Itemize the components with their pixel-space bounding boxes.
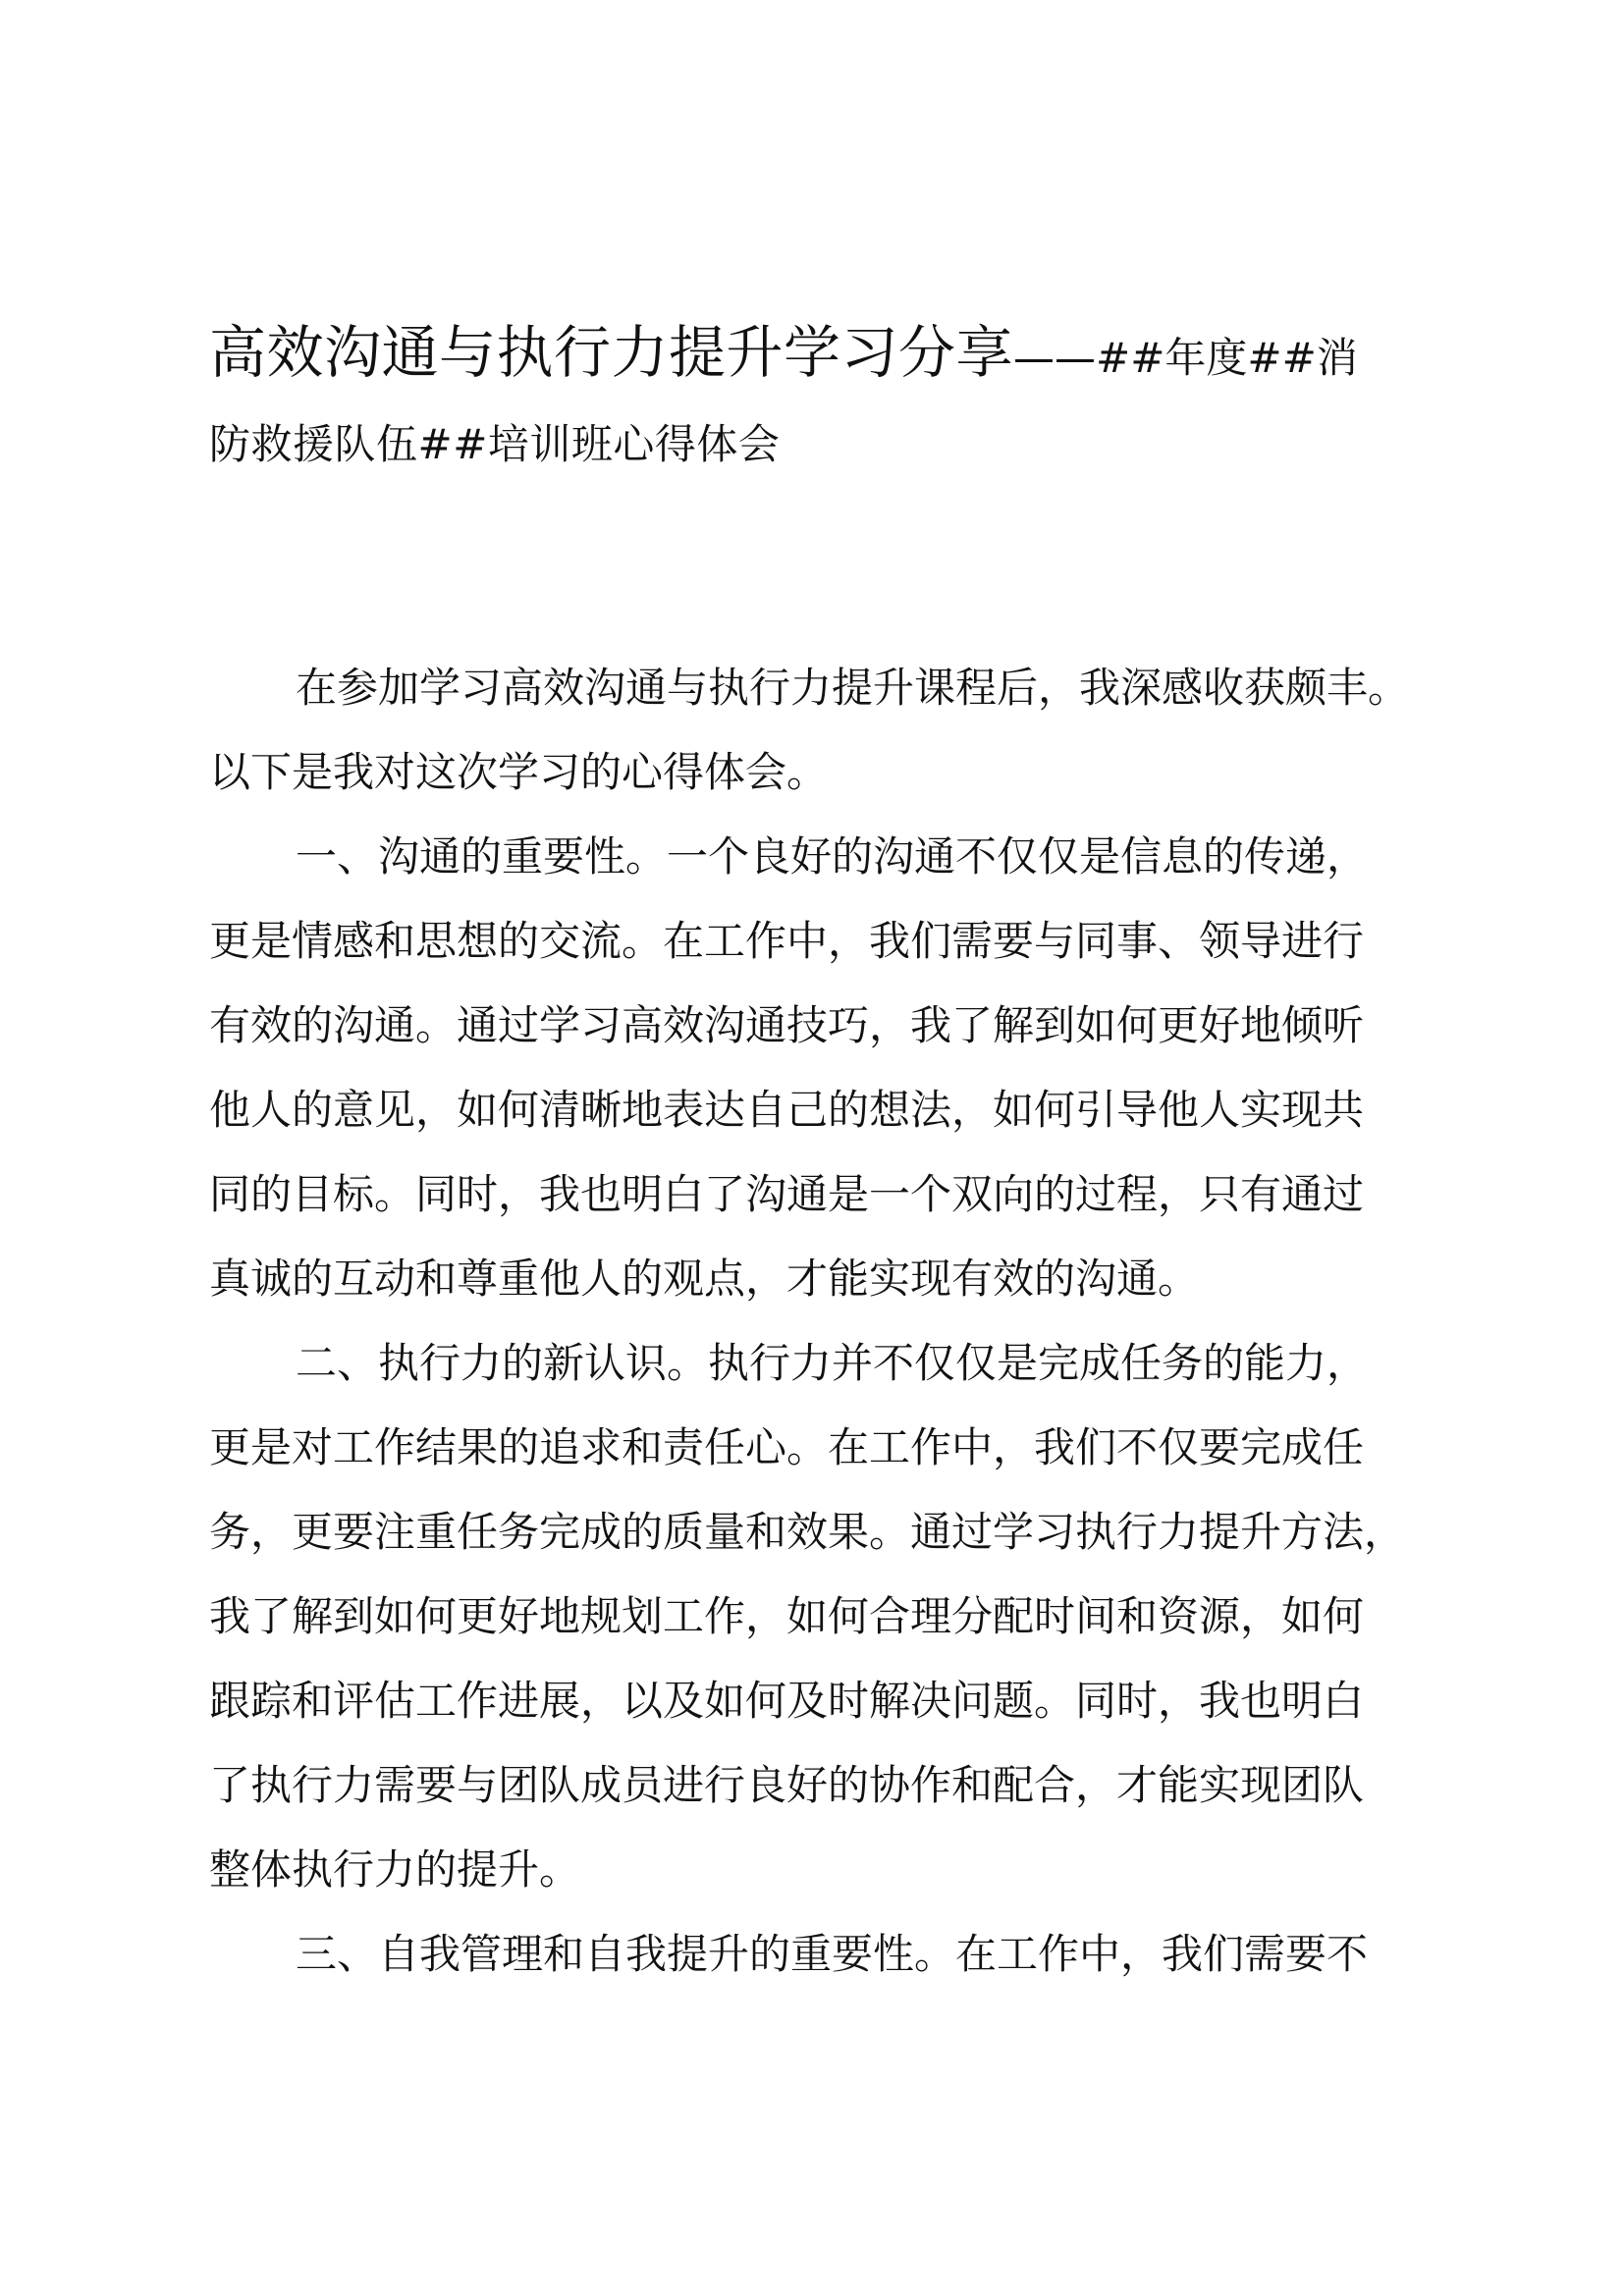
paragraph-line: 了执行力需要与团队成员进行良好的协作和配合，才能实现团队 <box>209 1761 1365 1809</box>
paragraph-self-management <box>209 1912 1436 1997</box>
paragraph-line: 同的目标。同时，我也明白了沟通是一个双向的过程，只有通过 <box>209 1170 1365 1218</box>
paragraph-line: 整体执行力的提升。 <box>209 1845 581 1894</box>
paragraph-execution <box>209 1321 1436 1912</box>
title-line-1 <box>209 310 1427 400</box>
paragraph-line: 二、执行力的新认识。执行力并不仅仅是完成任务的能力， <box>296 1339 1369 1387</box>
paragraph-intro <box>209 646 1436 815</box>
document-title <box>209 310 1427 489</box>
paragraph-line: 真诚的互动和尊重他人的观点，才能实现有效的沟通。 <box>209 1255 1200 1303</box>
paragraph-communication <box>209 815 1436 1321</box>
paragraph-line: 更是情感和思想的交流。在工作中，我们需要与同事、领导进行 <box>209 917 1365 965</box>
paragraph-line: 在参加学习高效沟通与执行力提升课程后，我深感收获颇丰。 <box>296 664 1410 712</box>
paragraph-line: 有效的沟通。通过学习高效沟通技巧，我了解到如何更好地倾听 <box>209 1001 1365 1049</box>
document-body <box>209 646 1436 1997</box>
paragraph-line: 更是对工作结果的追求和责任心。在工作中，我们不仅要完成任 <box>209 1423 1365 1471</box>
paragraph-line: 以下是我对这次学习的心得体会。 <box>209 748 829 796</box>
title-line-2: 防救援队伍##培训班心得体会 <box>209 420 781 468</box>
paragraph-line: 三、自我管理和自我提升的重要性。在工作中，我们需要不 <box>296 1930 1369 1978</box>
paragraph-line: 务，更要注重任务完成的质量和效果。通过学习执行力提升方法， <box>209 1508 1406 1556</box>
paragraph-line: 他人的意见，如何清晰地表达自己的想法，如何引导他人实现共 <box>209 1086 1365 1134</box>
title-main: 高效沟通与执行力提升学习分享 <box>209 319 1014 386</box>
paragraph-line: 一、沟通的重要性。一个良好的沟通不仅仅是信息的传递， <box>296 832 1369 881</box>
paragraph-line: 我了解到如何更好地规划工作，如何合理分配时间和资源，如何 <box>209 1592 1365 1640</box>
paragraph-line: 跟踪和评估工作进展，以及如何及时解决问题。同时，我也明白 <box>209 1677 1365 1725</box>
title-tail: ——##年度##消 <box>1013 334 1358 382</box>
